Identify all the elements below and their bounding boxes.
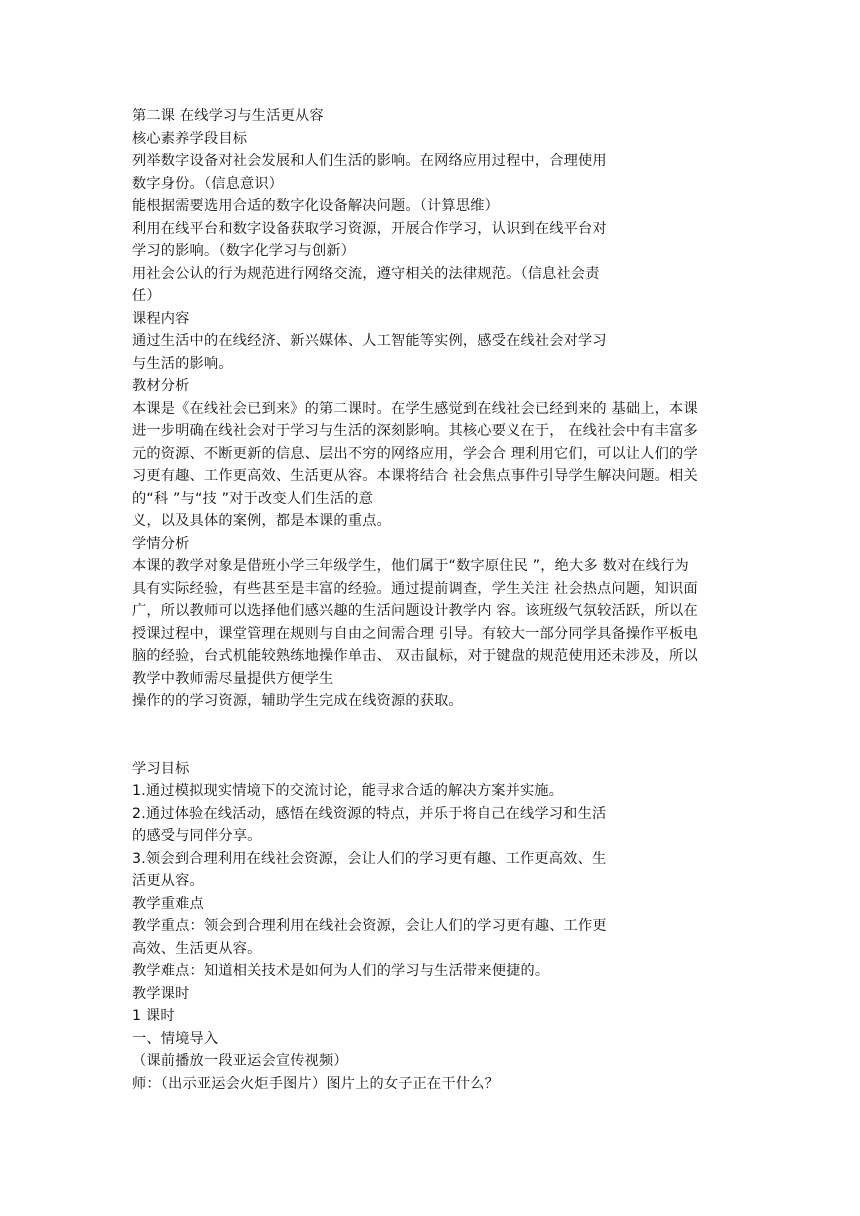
- lesson-title: 第二课 在线学习与生活更从容: [132, 108, 324, 124]
- text-line: 3.领会到合理利用在线社会资源，会让人们的学习更有趣、工作更高效、生: [132, 851, 607, 867]
- text-line: 脑的经验，台式机能较熟练地操作单击、 双击鼠标，对于键盘的规范使用还未涉及，所以: [132, 648, 698, 664]
- text-line: 2.通过体验在线活动，感悟在线资源的特点，并乐于将自己在线学习和生活: [132, 806, 607, 822]
- text-line: 教学重点：领会到合理利用在线社会资源，会让人们的学习更有趣、工作更: [132, 918, 607, 934]
- text-line: 学习的影响。（数字化学习与创新）: [132, 243, 356, 259]
- text-line: 用社会公认的行为规范进行网络交流，遵守相关的法律规范。（信息社会责: [132, 266, 600, 282]
- text-line: 能根据需要选用合适的数字化设备解决问题。（计算思维）: [132, 198, 499, 214]
- section-heading: 一、情境导入: [132, 1031, 219, 1047]
- text-line: 操作的的学习资源，辅助学生完成在线资源的获取。: [132, 693, 463, 709]
- text-line: 1.通过模拟现实情境下的交流讨论，能寻求合适的解决方案并实施。: [132, 783, 564, 799]
- section-heading: 课程内容: [132, 311, 190, 327]
- text-line: 师：（出示亚运会火炬手图片）图片上的女子正在干什么？: [132, 1076, 499, 1092]
- section-heading: 教材分析: [132, 378, 190, 394]
- text-line: 与生活的影响。: [132, 356, 233, 372]
- text-line: 习更有趣、工作更高效、生活更从容。本课将结合 社会焦点事件引导学生解决问题。相关: [132, 468, 698, 484]
- text-line: 任）: [132, 288, 161, 304]
- text-line: 教学难点：知道相关技术是如何为人们的学习与生活带来便捷的。: [132, 963, 550, 979]
- text-line: 的“科 ”与“技 ”对于改变人们生活的意: [132, 491, 374, 507]
- section-heading: 教学重难点: [132, 896, 204, 912]
- text-line: 1 课时: [132, 1008, 175, 1024]
- section-heading: 教学课时: [132, 986, 190, 1002]
- text-line: （课前播放一段亚运会宣传视频）: [132, 1053, 348, 1069]
- text-line: 本课是《在线社会已到来》的第二课时。在学生感觉到在线社会已经到来的 基础上，本课: [132, 401, 698, 417]
- text-line: 具有实际经验，有些甚至是丰富的经验。通过提前调查，学生关注 社会热点问题，知识面: [132, 581, 698, 597]
- text-line: 高效、生活更从容。: [132, 941, 262, 957]
- section-heading: 学情分析: [132, 536, 190, 552]
- text-line: 的感受与同伴分享。: [132, 828, 262, 844]
- text-line: 教学中教师需尽量提供方便学生: [132, 671, 334, 687]
- text-line: 数字身份。（信息意识）: [132, 176, 284, 192]
- text-line: 通过生活中的在线经济、新兴媒体、人工智能等实例，感受在线社会对学习: [132, 333, 607, 349]
- section-heading: 核心素养学段目标: [132, 131, 248, 147]
- text-line: 义，以及具体的案例，都是本课的重点。: [132, 513, 391, 529]
- text-line: 元的资源、不断更新的信息、层出不穷的网络应用，学会合 理利用它们，可以让人们的学: [132, 446, 698, 462]
- text-line: 进一步明确在线社会对于学习与生活的深刻影响。其核心要义在于， 在线社会中有丰富多: [132, 423, 698, 439]
- text-line: 利用在线平台和数字设备获取学习资源，开展合作学习，认识到在线平台对: [132, 221, 607, 237]
- text-line: 本课的教学对象是借班小学三年级学生，他们属于“数字原住民 ”，绝大多 数对在线行为: [132, 558, 689, 574]
- text-line: 广，所以教师可以选择他们感兴趣的生活问题设计教学内 容。该班级气氛较活跃，所以在: [132, 603, 698, 619]
- text-line: 列举数字设备对社会发展和人们生活的影响。在网络应用过程中，合理使用: [132, 153, 607, 169]
- section-heading: 学习目标: [132, 761, 190, 777]
- text-line: 授课过程中，课堂管理在规则与自由之间需合理 引导。有较大一部分同学具备操作平板电: [132, 626, 698, 642]
- text-line: 活更从容。: [132, 873, 204, 889]
